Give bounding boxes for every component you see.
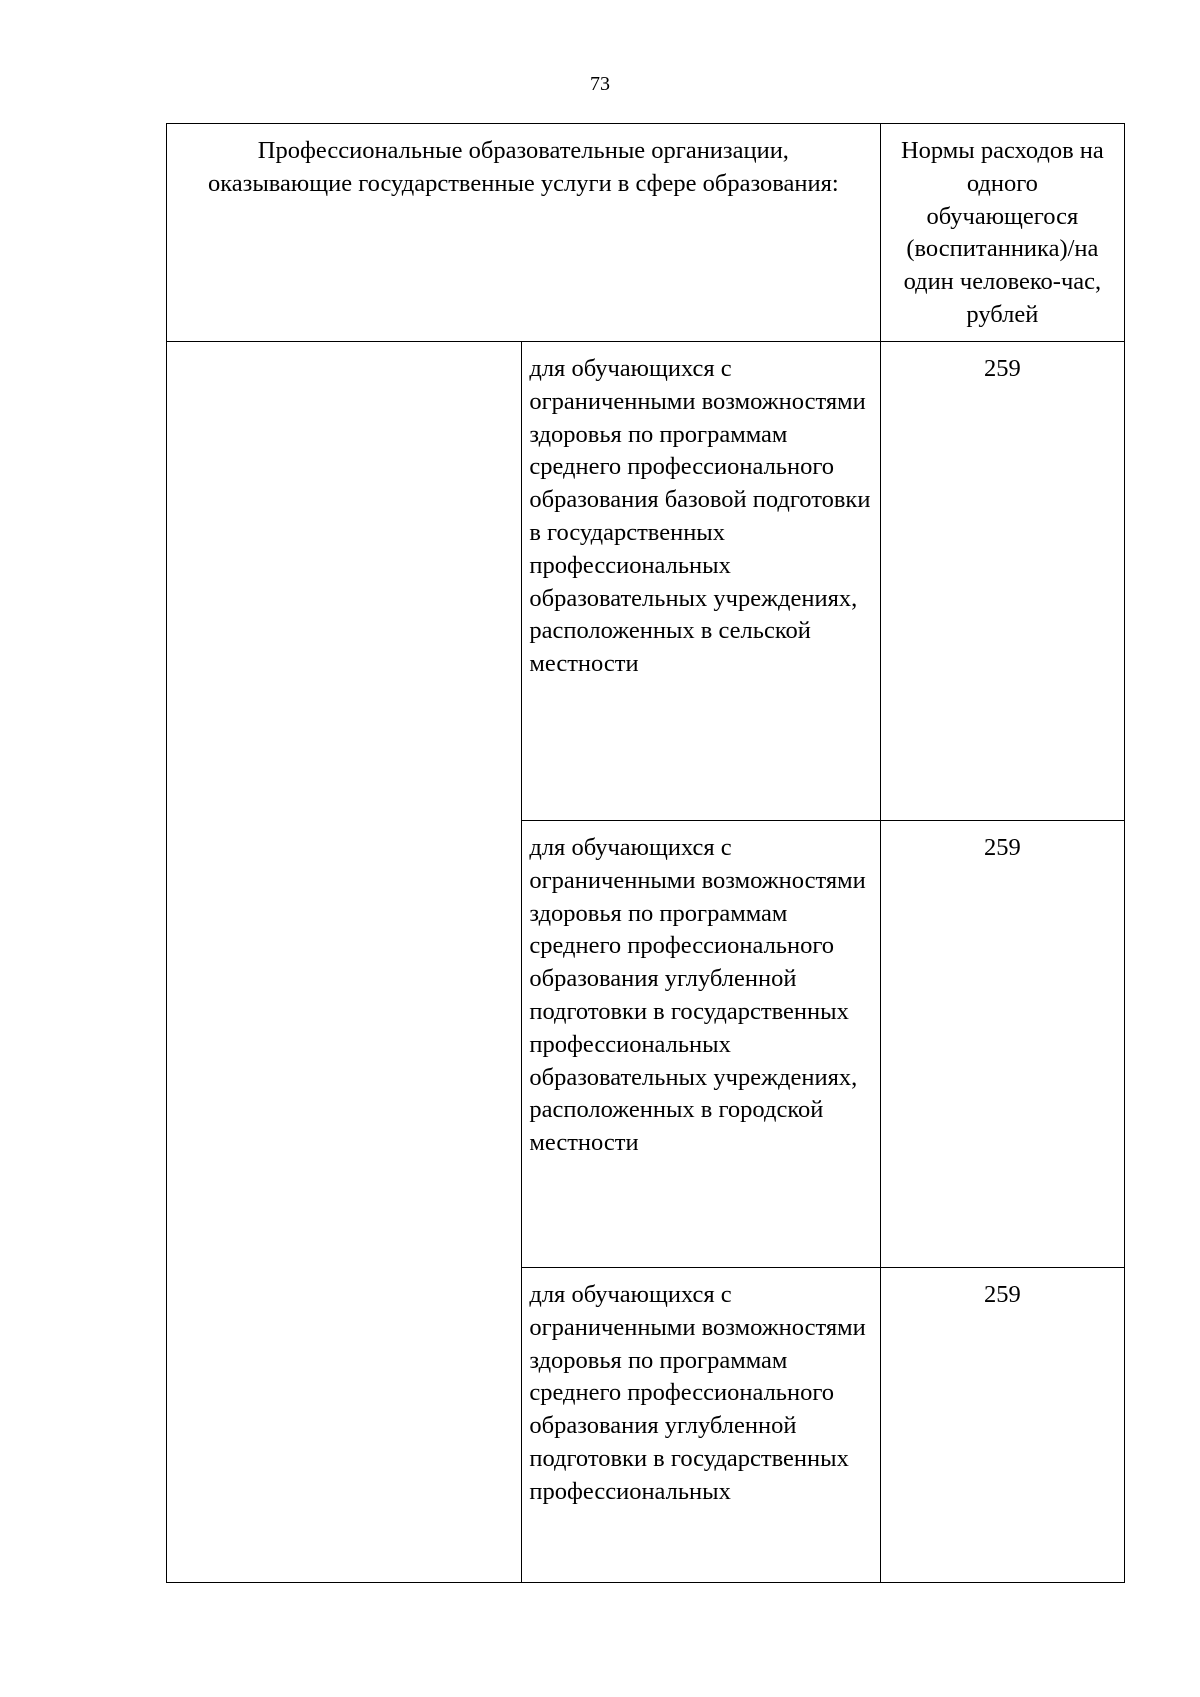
header-norms: Нормы расходов на одного обучающегося (воспитанника)/на один человеко-час, рублей: [880, 124, 1124, 342]
row-description: для обучающихся с ограниченными возможностями здоровья по программам среднего профессионального образования углубленной подготовки в государственных профессиональных образовательных учреждениях, расположенных в городской местности: [522, 821, 880, 1268]
norms-table: [166, 123, 1125, 1583]
table-header-row: [167, 124, 1125, 342]
table-row: [167, 342, 1125, 821]
row-description: для обучающихся с ограниченными возможностями здоровья по программам среднего профессионального образования базовой подготовки в государственных профессиональных образовательных учреждениях, расположенных в сельской местности: [522, 342, 880, 821]
row-value: 259: [880, 821, 1124, 1268]
row-value: 259: [880, 342, 1124, 821]
page-number: 73: [590, 73, 610, 95]
merged-empty-cell: [167, 342, 522, 1583]
header-organizations: Профессиональные образовательные организации, оказывающие государственные услуги в сфере образования:: [167, 124, 881, 342]
row-description: для обучающихся с ограниченными возможностями здоровья по программам среднего профессионального образования углубленной подготовки в государственных профессиональных: [522, 1268, 880, 1583]
row-value: 259: [880, 1268, 1124, 1583]
